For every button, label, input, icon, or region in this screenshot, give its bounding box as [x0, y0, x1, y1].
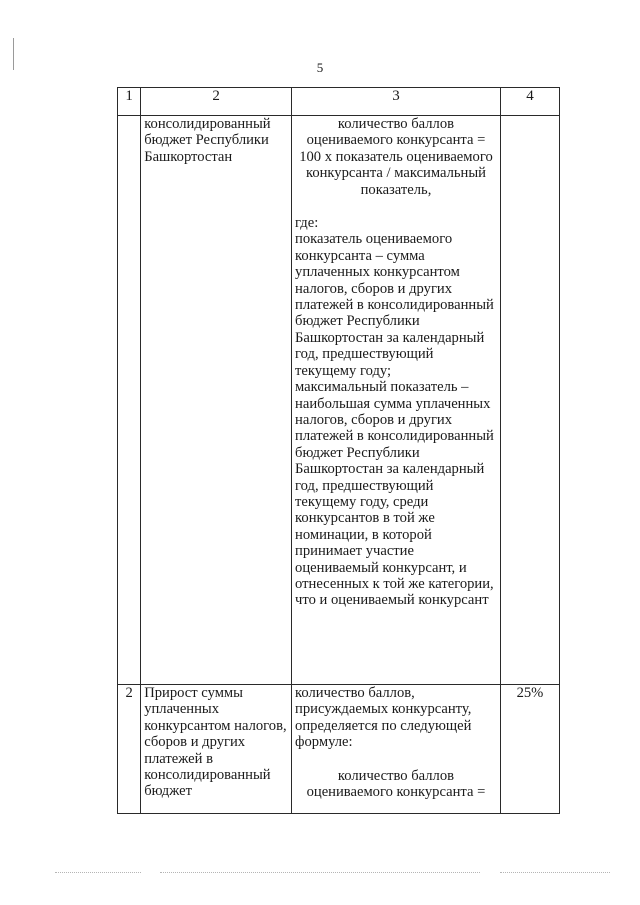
header-cell-1: 1: [118, 88, 141, 116]
criterion-name-cell: Прирост суммы уплаченных конкурсантом налогов, сборов и других платежей в консолидированный бюджет: [141, 685, 292, 814]
header-cell-2: 2: [141, 88, 292, 116]
scan-artifact-line: [55, 872, 141, 874]
criterion-name-cell: консолидированный бюджет Республики Башкортостан: [141, 116, 292, 685]
calculation-method-cell: [292, 685, 501, 814]
row-number-cell: [118, 116, 141, 685]
where-label: где:: [295, 215, 319, 232]
weight-value: 25%: [516, 685, 544, 701]
method-intro: количество баллов, присуждаемых конкурсанту, определяется по следующей формуле:: [295, 685, 472, 751]
formula-text: количество баллов оцениваемого конкурсанта = 100 х показатель оцениваемого конкурсанта / максимальный показатель,: [299, 116, 493, 198]
formula-text: количество баллов оцениваемого конкурсанта =: [306, 767, 486, 801]
scan-artifact-line: [160, 872, 480, 874]
row-number-cell: 2: [118, 685, 141, 814]
table-row: [118, 116, 560, 685]
header-cell-4: 4: [500, 88, 559, 116]
criteria-table: [117, 87, 560, 814]
definition-maximum: максимальный показатель – наибольшая сумма уплаченных налогов, сборов и других платежей в консолидированный бюджет Республики Башкортостан за календарный год, предшествующий текущему году, среди конкурсантов в той же номинации, в которой принимает участие оцениваемый конкурсант, и отнесенных к той же категории, что и оцениваемый конкурсант: [295, 379, 494, 609]
table-row: [118, 685, 560, 814]
calculation-method-cell: [292, 116, 501, 685]
definition-indicator: показатель оцениваемого конкурсанта – сумма уплаченных конкурсантом налогов, сборов и других платежей в консолидированный бюджет Республики Башкортостан за календарный год, предшествующий текущему году;: [295, 231, 494, 379]
scan-artifact-line: [500, 872, 610, 874]
header-cell-3: 3: [292, 88, 501, 116]
page-number: 5: [316, 60, 324, 75]
weight-cell: [500, 116, 559, 685]
weight-cell: [500, 685, 559, 814]
table-header-row: [118, 88, 560, 116]
